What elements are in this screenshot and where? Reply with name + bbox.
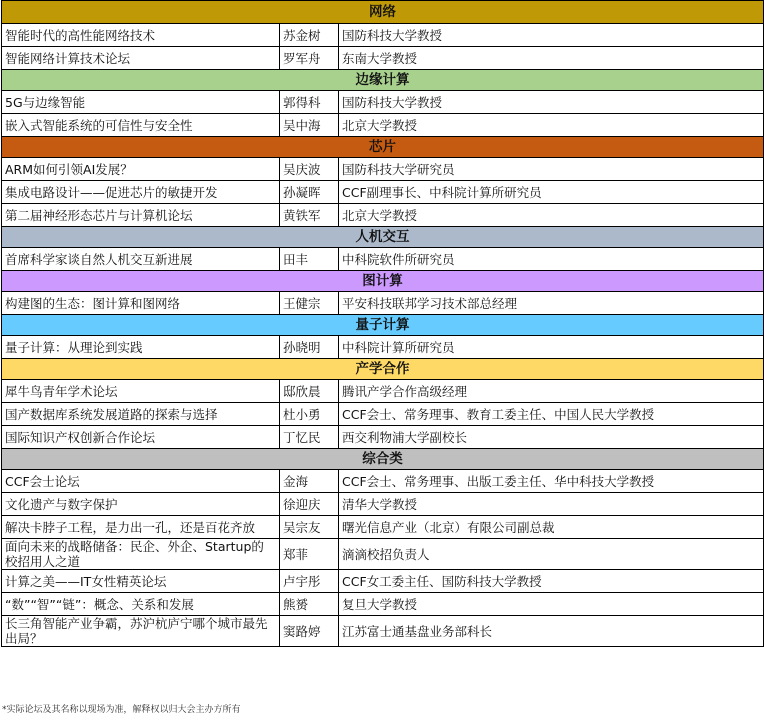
table-row — [2, 204, 764, 227]
chair-affiliation-cell: 国防科技大学教授 — [339, 91, 764, 114]
forum-table-body — [2, 1, 764, 647]
footnote: *实际论坛及其名称以现场为准，解释权以归大会主办方所有 — [2, 705, 241, 715]
category-title: 图计算 — [2, 271, 764, 292]
chair-name-cell: 郑菲 — [280, 539, 339, 570]
chair-affiliation-cell: 北京大学教授 — [339, 114, 764, 137]
table-row — [2, 114, 764, 137]
table-row — [2, 426, 764, 449]
category-row — [2, 315, 764, 336]
forum-topic-cell: 量子计算：从理论到实践 — [2, 336, 280, 359]
chair-affiliation-cell: 腾讯产学合作高级经理 — [339, 380, 764, 403]
table-row — [2, 158, 764, 181]
chair-affiliation-cell: 复旦大学教授 — [339, 593, 764, 616]
forum-topic-cell: 嵌入式智能系统的可信性与安全性 — [2, 114, 280, 137]
table-row — [2, 570, 764, 593]
chair-name-cell: 邸欣晨 — [280, 380, 339, 403]
forum-topic-cell: 构建图的生态：图计算和图网络 — [2, 292, 280, 315]
chair-name-cell: 窦路婷 — [280, 616, 339, 647]
forum-table — [1, 0, 764, 647]
chair-name-cell: 孙凝晖 — [280, 181, 339, 204]
chair-name-cell: 吴庆波 — [280, 158, 339, 181]
category-title: 人机交互 — [2, 227, 764, 248]
forum-topic-cell: 解决卡脖子工程，是力出一孔，还是百花齐放 — [2, 516, 280, 539]
chair-affiliation-cell: 东南大学教授 — [339, 47, 764, 70]
forum-topic-cell: 国产数据库系统发展道路的探索与选择 — [2, 403, 280, 426]
category-title: 产学合作 — [2, 359, 764, 380]
forum-topic-cell: 智能网络计算技术论坛 — [2, 47, 280, 70]
chair-affiliation-cell: 滴滴校招负责人 — [339, 539, 764, 570]
table-row — [2, 91, 764, 114]
chair-name-cell: 吴中海 — [280, 114, 339, 137]
chair-affiliation-cell: 北京大学教授 — [339, 204, 764, 227]
chair-affiliation-cell: 国防科技大学研究员 — [339, 158, 764, 181]
chair-affiliation-cell: CCF副理事长、中科院计算所研究员 — [339, 181, 764, 204]
chair-affiliation-cell: 江苏富士通基盘业务部科长 — [339, 616, 764, 647]
chair-name-cell: 吴宗友 — [280, 516, 339, 539]
forum-topic-cell: 犀牛鸟青年学术论坛 — [2, 380, 280, 403]
chair-affiliation-cell: 中科院软件所研究员 — [339, 248, 764, 271]
forum-topic-cell: 第二届神经形态芯片与计算机论坛 — [2, 204, 280, 227]
category-row — [2, 70, 764, 91]
forum-topic-cell: 文化遗产与数字保护 — [2, 493, 280, 516]
category-row — [2, 137, 764, 158]
chair-name-cell: 王健宗 — [280, 292, 339, 315]
forum-topic-cell: CCF会士论坛 — [2, 470, 280, 493]
chair-name-cell: 田丰 — [280, 248, 339, 271]
category-row — [2, 359, 764, 380]
table-row — [2, 403, 764, 426]
chair-name-cell: 黄铁军 — [280, 204, 339, 227]
table-row — [2, 470, 764, 493]
table-row — [2, 47, 764, 70]
forum-topic-cell: 智能时代的高性能网络技术 — [2, 24, 280, 47]
table-row — [2, 248, 764, 271]
forum-topic-cell: 面向未来的战略储备：民企、外企、Startup的校招用人之道 — [2, 539, 280, 570]
category-row — [2, 227, 764, 248]
chair-name-cell: 卢宇彤 — [280, 570, 339, 593]
forum-topic-cell: 国际知识产权创新合作论坛 — [2, 426, 280, 449]
chair-affiliation-cell: CCF会士、常务理事、教育工委主任、中国人民大学教授 — [339, 403, 764, 426]
forum-topic-cell: “数”“智”“链”：概念、关系和发展 — [2, 593, 280, 616]
category-title: 边缘计算 — [2, 70, 764, 91]
chair-name-cell: 孙晓明 — [280, 336, 339, 359]
category-title: 综合类 — [2, 449, 764, 470]
category-title: 网络 — [2, 1, 764, 24]
chair-affiliation-cell: 清华大学教授 — [339, 493, 764, 516]
table-row — [2, 516, 764, 539]
table-row — [2, 616, 764, 647]
table-row — [2, 539, 764, 570]
forum-topic-cell: ARM如何引领AI发展？ — [2, 158, 280, 181]
chair-affiliation-cell: 平安科技联邦学习技术部总经理 — [339, 292, 764, 315]
category-row — [2, 449, 764, 470]
forum-topic-cell: 长三角智能产业争霸，苏沪杭庐宁哪个城市最先出局？ — [2, 616, 280, 647]
chair-affiliation-cell: CCF女工委主任、国防科技大学教授 — [339, 570, 764, 593]
forum-topic-cell: 首席科学家谈自然人机交互新进展 — [2, 248, 280, 271]
category-row — [2, 1, 764, 24]
chair-affiliation-cell: 国防科技大学教授 — [339, 24, 764, 47]
category-title: 量子计算 — [2, 315, 764, 336]
chair-affiliation-cell: 西交利物浦大学副校长 — [339, 426, 764, 449]
forum-topic-cell: 计算之美——IT女性精英论坛 — [2, 570, 280, 593]
table-row — [2, 24, 764, 47]
chair-affiliation-cell: 中科院计算所研究员 — [339, 336, 764, 359]
chair-name-cell: 苏金树 — [280, 24, 339, 47]
table-row — [2, 380, 764, 403]
forum-topic-cell: 5G与边缘智能 — [2, 91, 280, 114]
table-row — [2, 292, 764, 315]
table-row — [2, 593, 764, 616]
chair-name-cell: 罗军舟 — [280, 47, 339, 70]
forum-topic-cell: 集成电路设计——促进芯片的敏捷开发 — [2, 181, 280, 204]
chair-affiliation-cell: 曙光信息产业（北京）有限公司副总裁 — [339, 516, 764, 539]
chair-name-cell: 徐迎庆 — [280, 493, 339, 516]
chair-name-cell: 丁忆民 — [280, 426, 339, 449]
chair-name-cell: 熊赟 — [280, 593, 339, 616]
category-row — [2, 271, 764, 292]
table-row — [2, 336, 764, 359]
chair-name-cell: 金海 — [280, 470, 339, 493]
category-title: 芯片 — [2, 137, 764, 158]
table-row — [2, 181, 764, 204]
chair-name-cell: 郭得科 — [280, 91, 339, 114]
table-row — [2, 493, 764, 516]
chair-name-cell: 杜小勇 — [280, 403, 339, 426]
chair-affiliation-cell: CCF会士、常务理事、出版工委主任、华中科技大学教授 — [339, 470, 764, 493]
